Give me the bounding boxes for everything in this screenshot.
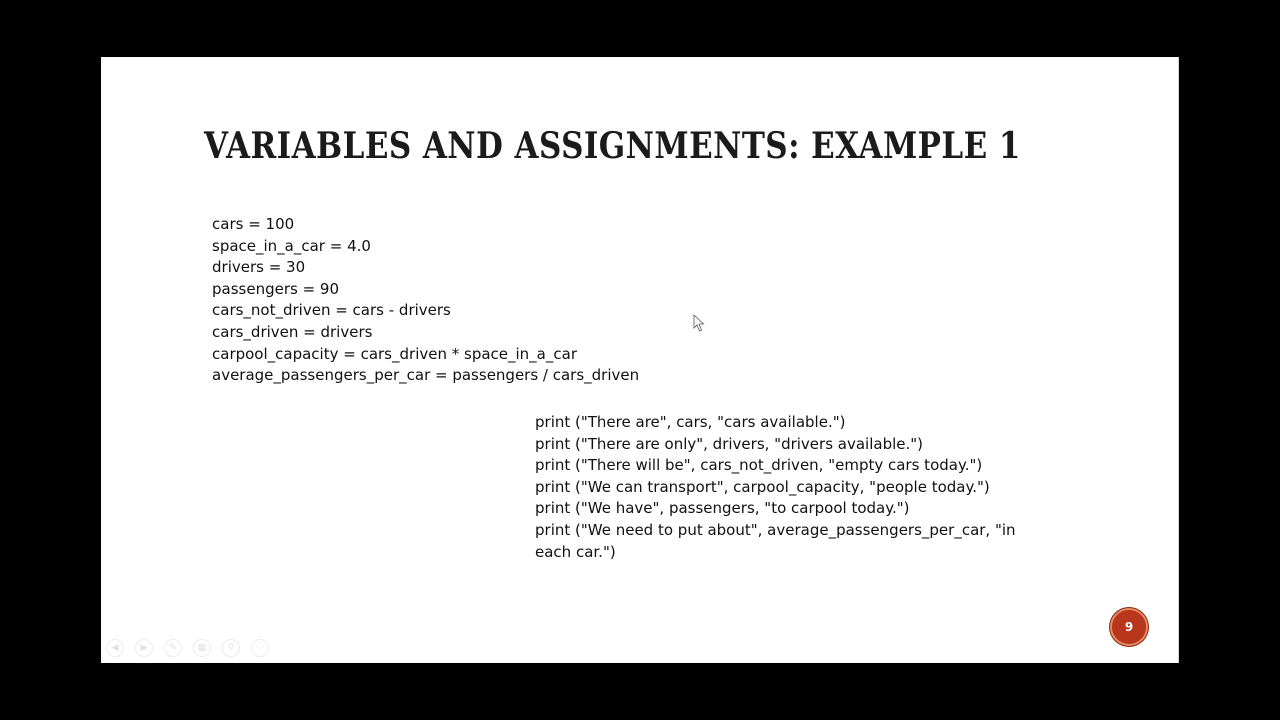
code-line: cars_not_driven = cars - drivers	[212, 301, 451, 320]
code-line: average_passengers_per_car = passengers / cars_driven	[212, 366, 640, 385]
slide	[101, 57, 1179, 663]
code-line: space_in_a_car = 4.0	[212, 236, 371, 255]
slide-title: VARIABLES AND ASSIGNMENTS: EXAMPLE 1	[204, 125, 1021, 167]
code-line: passengers = 90	[212, 279, 340, 298]
code-line: carpool_capacity = cars_driven * space_in_a_car	[212, 344, 577, 363]
previous-icon[interactable]: ◀	[106, 639, 124, 657]
page-number-badge: 9	[1110, 608, 1148, 646]
code-line: cars = 100	[212, 215, 295, 233]
code-line: print ("There are", cars, "cars available.")	[535, 413, 846, 431]
slides-grid-icon[interactable]: ▦	[193, 639, 211, 657]
print-code-block	[535, 412, 1055, 563]
code-line: print ("There are only", drivers, "drivers available.")	[535, 434, 924, 453]
code-line: cars_driven = drivers	[212, 322, 373, 341]
pen-icon[interactable]: ✎	[164, 639, 182, 657]
presentation-toolbar	[106, 639, 269, 657]
code-line: print ("There will be", cars_not_driven, "empty cars today.")	[535, 456, 983, 475]
code-line: print ("We need to put about", average_passengers_per_car, "in each car.")	[535, 520, 1016, 561]
mouse-cursor-icon	[693, 314, 705, 332]
variable-code-block	[212, 214, 639, 387]
zoom-icon[interactable]: ⚲	[222, 639, 240, 657]
code-line: print ("We can transport", carpool_capacity, "people today.")	[535, 477, 990, 496]
code-line: drivers = 30	[212, 258, 306, 277]
code-line: print ("We have", passengers, "to carpool today.")	[535, 499, 910, 518]
next-icon[interactable]: ▶	[135, 639, 153, 657]
more-options-icon[interactable]: ⋯	[251, 639, 269, 657]
